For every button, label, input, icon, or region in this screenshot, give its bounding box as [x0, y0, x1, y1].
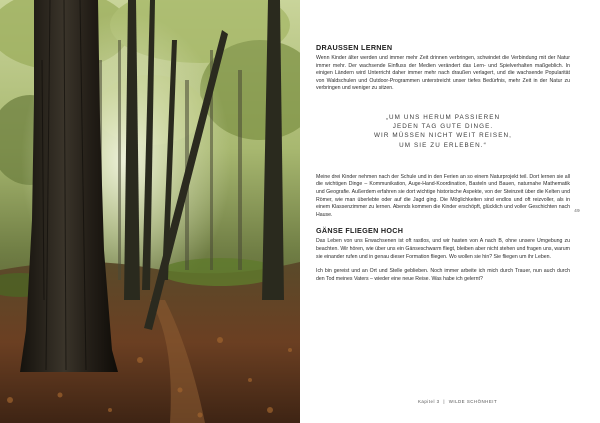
footer-title: WILDE SCHÖNHEIT	[448, 399, 498, 404]
paragraph-naturprojekt: Meine drei Kinder nehmen nach der Schule und in den Ferien an so einem Naturprojekt teil. Dort lernen sie all die wichtigen Dinge – Kommunikation, Auge-Hand-Koordination, Basteln und Bauen, naturnahe Mathematik und Geografie. Außerdem erfahren sie dort wichtige historische Aspekte, von der Steinzeit über die Kelten und Römer, wie man überlebte oder auf die Jagd ging. Die Möglichkeiten sind endlos und oft reizvoller, als in einem Klassenzimmer zu lernen. Abends kommen die Kinder erschöpft, glücklich und voller Geschichten nach Hause.	[316, 173, 570, 218]
quote-line: UM SIE ZU ERLEBEN.“	[399, 141, 487, 149]
section-heading-draussen-lernen: DRAUSSEN LERNEN	[316, 43, 393, 52]
paragraph-gereist: Ich bin gereist und an Ort und Stelle geblieben. Noch immer arbeite ich mich durch Trauer, nun auch durch den Tod meines Vaters – wieder eine neue Reise. Was habe ich gelernt?	[316, 268, 570, 282]
quote-line: JEDEN TAG GUTE DINGE.	[392, 123, 494, 131]
text-column	[316, 43, 570, 283]
page-number: 49	[574, 208, 580, 213]
text-page	[300, 0, 600, 423]
paragraph-intro: Wenn Kinder älter werden und immer mehr Zeit drinnen verbringen, schwindet die Verbindung mit der Natur immer mehr. Der wachsende Einfluss der Medien verändert das Lern- und Spielverhalten maßgeblich. In einigen Ländern wird Unterricht daher immer mehr nach draußen verlagert, und die wachsende Popularität von Waldschulen und Outdoor-Programmen unterstreicht unser tiefes Bedürfnis, mehr Zeit in der Natur zu verbringen und weniger zu sitzen.	[316, 55, 570, 92]
running-footer	[418, 399, 497, 404]
quote-line: WIR MÜSSEN NICHT WEIT REISEN,	[373, 132, 513, 140]
section-heading-gaense-fliegen-hoch: GÄNSE FLIEGEN HOCH	[316, 226, 404, 236]
pull-quote	[316, 113, 570, 150]
footer-separator: |	[443, 399, 445, 404]
footer-chapter: Kapitel 3	[418, 399, 440, 404]
paragraph-erwachsene: Das Leben von uns Erwachsenen ist oft rastlos, und wir hasten von A nach B, ohne unsere Umgebung zu beachten. Wir hören, wie über uns ein Gänseschwarm fliegt, bleiben aber nicht stehen und fragen uns, warum sie einander rufen und in genau dieser Formation fliegen. Wo wollen sie hin? Sie fliegen um ihr Leben.	[316, 238, 570, 260]
quote-line: „UM UNS HERUM PASSIEREN	[385, 113, 501, 121]
